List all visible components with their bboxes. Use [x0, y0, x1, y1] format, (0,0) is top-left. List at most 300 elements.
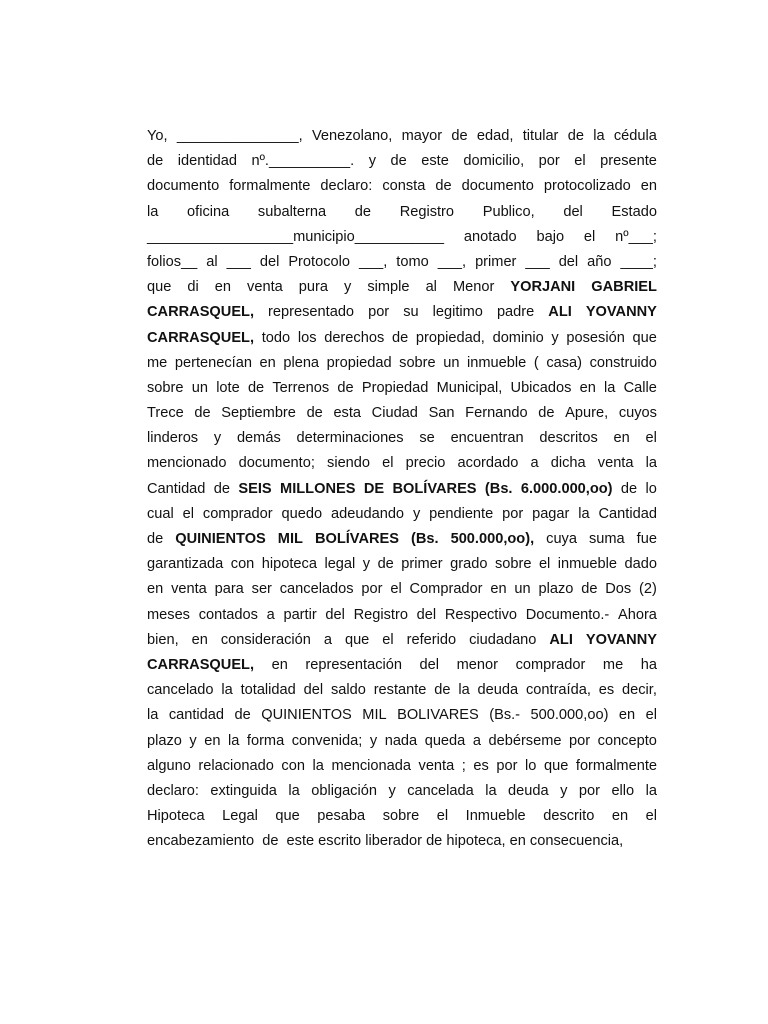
word: Dos: [605, 581, 632, 598]
word: a: [266, 606, 275, 623]
word: ;: [461, 757, 466, 774]
word: relacionado: [198, 757, 274, 774]
word: bajo: [536, 228, 565, 245]
word: en: [271, 656, 288, 673]
word: por: [538, 153, 560, 170]
document-line: [147, 477, 657, 502]
word: en: [611, 808, 629, 825]
bold-word: YOVANNY: [585, 304, 657, 321]
word: esta: [333, 405, 362, 422]
word: garantizada: [147, 556, 224, 573]
word: dado: [624, 556, 657, 573]
word: el: [182, 505, 195, 522]
word: del: [325, 606, 345, 623]
word: de: [435, 178, 452, 195]
word: menor: [456, 656, 498, 673]
document-line: [147, 124, 657, 149]
document-line: [147, 829, 657, 854]
word: que: [632, 329, 657, 346]
word: (: [533, 354, 539, 371]
word: ello: [611, 782, 635, 799]
word: de: [620, 480, 638, 497]
document-line: [147, 300, 657, 325]
word: del: [259, 253, 280, 270]
word: por: [368, 304, 390, 321]
word: ___,: [358, 253, 388, 270]
word: nº___;: [615, 228, 657, 245]
word: la: [593, 128, 605, 144]
word: Propiedad: [361, 379, 429, 396]
word: debérseme: [488, 732, 562, 749]
document-line: [147, 351, 657, 376]
document-line: [147, 376, 657, 401]
word: fue: [636, 531, 657, 547]
document-line: [147, 754, 657, 779]
word: subalterna: [257, 203, 327, 220]
bold-word: ALI: [548, 304, 572, 321]
bold-word: CARRASQUEL,: [147, 304, 255, 321]
word: _______________,: [176, 128, 303, 144]
word: referido: [406, 631, 457, 648]
word: descritos: [539, 430, 598, 447]
word: declaro:: [147, 782, 199, 799]
word: Cantidad: [147, 480, 206, 497]
word: y: [412, 505, 421, 522]
word: este: [421, 153, 449, 170]
word: restante: [373, 682, 427, 699]
document-line: [147, 653, 657, 678]
word: padre: [496, 304, 535, 321]
word: que: [543, 757, 569, 774]
word: de: [538, 405, 555, 422]
word: venta: [597, 455, 634, 472]
word: un: [443, 354, 460, 371]
bold-word: (Bs.: [484, 480, 513, 497]
word: Trece: [147, 405, 184, 422]
document-line: [147, 577, 657, 602]
word: venta: [247, 279, 283, 296]
word: la: [147, 203, 159, 220]
word: documento;: [238, 455, 315, 472]
word: cancelada: [407, 782, 474, 799]
word: deuda: [477, 682, 519, 699]
document-line: [147, 603, 657, 628]
word: meses: [147, 606, 190, 623]
word: declaro:: [320, 178, 373, 195]
word: y: [344, 279, 352, 296]
document-line: [147, 678, 657, 703]
word: se: [419, 430, 435, 447]
word: mencionado: [147, 455, 227, 472]
word: Municipal,: [436, 379, 503, 396]
word: el: [645, 808, 657, 825]
word: de: [194, 405, 211, 422]
bold-word: SEIS: [238, 480, 272, 497]
word: es: [473, 757, 489, 774]
word: me: [147, 354, 168, 371]
word: edad,: [476, 128, 514, 144]
word: de: [147, 531, 164, 547]
bold-word: QUINIENTOS: [175, 531, 266, 547]
word: la: [147, 707, 159, 724]
word: determinaciones: [296, 430, 404, 447]
word: mayor: [401, 128, 443, 144]
word: en: [214, 279, 232, 296]
word: MIL: [362, 707, 387, 724]
word: el: [583, 228, 596, 245]
word: decir,: [622, 682, 657, 699]
word: forma: [246, 732, 285, 749]
word: por: [496, 757, 518, 774]
document-line: [147, 729, 657, 754]
word: sobre: [147, 379, 184, 396]
word: grado: [450, 556, 488, 573]
word: pura: [298, 279, 328, 296]
word: ser: [251, 581, 272, 598]
word: obligación: [311, 782, 377, 799]
word: del: [416, 606, 437, 623]
word: hipoteca: [261, 556, 317, 573]
word: la: [645, 455, 657, 472]
document-line: [147, 250, 657, 275]
word: cédula: [613, 128, 657, 144]
word: y: [362, 556, 371, 573]
bold-word: MIL: [277, 531, 303, 547]
word: identidad: [177, 153, 237, 170]
word: de: [213, 480, 231, 497]
word: a: [323, 631, 332, 648]
word: en: [259, 354, 276, 371]
word: Calle: [623, 379, 657, 396]
word: contraída,: [525, 682, 591, 699]
word: todo: [261, 329, 291, 346]
word: el: [574, 153, 586, 170]
word: legitimo: [432, 304, 483, 321]
word: Venezolano,: [311, 128, 393, 144]
word: tomo: [396, 253, 429, 270]
document-line: [147, 703, 657, 728]
bold-word: GABRIEL: [591, 279, 657, 296]
document-line: [147, 275, 657, 300]
word: y: [369, 732, 378, 749]
document-line: [147, 225, 657, 250]
word: del: [303, 682, 324, 699]
word: BOLIVARES: [397, 707, 479, 724]
word: de: [390, 153, 407, 170]
word: propiedad,: [415, 329, 485, 346]
word: sobre: [399, 354, 436, 371]
word: es: [598, 682, 615, 699]
word: consideración: [220, 631, 311, 648]
document-line: [147, 779, 657, 804]
word: pagar: [532, 505, 570, 522]
word: formalmente: [229, 178, 311, 195]
word: Registro: [399, 203, 455, 220]
word: posesión: [566, 329, 625, 346]
word: de: [434, 682, 451, 699]
word: un: [514, 581, 531, 598]
word: ____;: [620, 253, 657, 270]
word: plazo: [147, 732, 182, 749]
word: plazo: [538, 581, 574, 598]
word: y: [189, 732, 197, 749]
word: sobre: [494, 556, 532, 573]
word: formalmente: [575, 757, 657, 774]
word: cancelado: [147, 682, 214, 699]
word: cual: [147, 505, 174, 522]
word: siendo: [327, 455, 371, 472]
word: documento: [461, 178, 534, 195]
word: primer: [401, 556, 443, 573]
word: Fernando: [465, 405, 528, 422]
word: la: [578, 505, 590, 522]
bold-word: MILLONES: [280, 480, 356, 497]
word: la: [221, 682, 233, 699]
word: casa): [546, 354, 582, 371]
word: encabezamiento de este escrito liberador de hipoteca, en consecuencia,: [147, 833, 624, 850]
word: cuyos: [618, 405, 657, 422]
word: con: [281, 757, 305, 774]
word: de: [234, 707, 251, 724]
word: alguno: [147, 757, 191, 774]
word: y: [551, 329, 559, 346]
word: la: [312, 757, 324, 774]
word: pertenecían: [174, 354, 252, 371]
word: del: [563, 203, 583, 220]
bold-word: (Bs.: [411, 531, 439, 547]
word: año: [587, 253, 612, 270]
word: San: [428, 405, 455, 422]
word: Terrenos: [272, 379, 330, 396]
word: precio: [405, 455, 446, 472]
word: acordado: [457, 455, 519, 472]
word: primer: [475, 253, 517, 270]
word: en: [191, 631, 208, 648]
word: Septiembre: [221, 405, 296, 422]
word: derechos: [324, 329, 385, 346]
bold-word: 500.000,oo),: [450, 531, 535, 547]
word: oficina: [187, 203, 230, 220]
bold-word: CARRASQUEL,: [147, 656, 255, 673]
word: del: [419, 656, 440, 673]
word: representación: [305, 656, 402, 673]
word: Yo,: [147, 128, 168, 144]
word: inmueble: [467, 354, 527, 371]
word: de: [354, 203, 371, 220]
word: inmueble: [557, 556, 618, 573]
word: QUINIENTOS: [261, 707, 352, 724]
word: cuya: [546, 531, 577, 547]
word: que: [147, 279, 172, 296]
word: totalidad: [240, 682, 296, 699]
word: en: [204, 732, 221, 749]
word: los: [297, 329, 317, 346]
word: la: [228, 732, 240, 749]
word: ___: [226, 253, 251, 270]
word: Comprador: [409, 581, 483, 598]
word: en: [579, 379, 596, 396]
word: presente: [600, 153, 657, 170]
bold-word: CARRASQUEL,: [147, 329, 255, 346]
word: al: [425, 279, 437, 296]
word: y: [388, 782, 396, 799]
document-line: [147, 502, 657, 527]
bold-word: YORJANI: [510, 279, 576, 296]
word: cantidad: [168, 707, 225, 724]
word: el: [382, 455, 394, 472]
word: comprador: [202, 505, 273, 522]
word: saldo: [330, 682, 366, 699]
word: a: [530, 455, 539, 472]
word: Cantidad: [598, 505, 657, 522]
word: la: [458, 682, 470, 699]
word: suma: [588, 531, 625, 547]
document-line: [147, 628, 657, 653]
document-line: [147, 326, 657, 351]
word: Hipoteca: [147, 808, 205, 825]
word: documento: [147, 178, 220, 195]
document-line: [147, 451, 657, 476]
bold-word: BOLÍVARES: [314, 531, 399, 547]
bold-word: BOLÍVARES: [392, 480, 477, 497]
word: titular: [522, 128, 559, 144]
word: domicilio,: [463, 153, 525, 170]
word: demás: [236, 430, 281, 447]
word: convenida;: [291, 732, 363, 749]
word: de: [337, 379, 354, 396]
word: de: [147, 153, 164, 170]
document-line: [147, 401, 657, 426]
document-line: [147, 804, 657, 829]
word: de: [247, 379, 265, 396]
word: la: [288, 782, 300, 799]
word: simple: [367, 279, 410, 296]
word: comprador: [515, 656, 586, 673]
word: __________________municipio___________: [147, 228, 445, 245]
word: que: [344, 631, 370, 648]
word: el: [382, 631, 394, 648]
word: de: [567, 128, 584, 144]
word: la: [485, 782, 497, 799]
word: folios__: [147, 253, 198, 270]
word: Protocolo: [288, 253, 350, 270]
word: el: [645, 707, 657, 724]
word: cancelados: [279, 581, 354, 598]
word: partir: [283, 606, 317, 623]
word: el: [390, 581, 402, 598]
word: y: [368, 153, 377, 170]
word: dicha: [550, 455, 586, 472]
word: del: [558, 253, 579, 270]
word: de: [581, 581, 598, 598]
word: con: [230, 556, 255, 573]
word: Publico,: [482, 203, 535, 220]
word: propiedad: [326, 354, 392, 371]
bold-word: 6.000.000,oo): [520, 480, 613, 497]
word: di: [187, 279, 199, 296]
word: encuentran: [450, 430, 524, 447]
word: y: [560, 782, 568, 799]
word: Ciudad: [371, 405, 418, 422]
word: Ahora: [617, 606, 657, 623]
word: lo: [645, 480, 657, 497]
word: Apure,: [565, 405, 609, 422]
word: representado: [268, 304, 355, 321]
word: consta: [382, 178, 426, 195]
document-line: [147, 527, 657, 552]
word: la: [645, 782, 657, 799]
bold-word: DE: [363, 480, 385, 497]
document-line: [147, 200, 657, 225]
word: nº.__________.: [251, 153, 355, 170]
word: por: [578, 782, 600, 799]
word: Respectivo: [444, 606, 518, 623]
word: de: [451, 128, 468, 144]
word: la: [604, 379, 616, 396]
word: adeudando: [331, 505, 405, 522]
word: venta: [171, 581, 207, 598]
word: el: [538, 556, 551, 573]
word: ___: [525, 253, 550, 270]
word: nada: [384, 732, 418, 749]
document-line: [147, 552, 657, 577]
word: por: [502, 505, 524, 522]
word: lo: [525, 757, 537, 774]
word: plena: [283, 354, 320, 371]
word: para: [214, 581, 244, 598]
word: un: [191, 379, 208, 396]
word: deuda: [508, 782, 549, 799]
word: (Bs.-: [489, 707, 521, 724]
word: y: [213, 430, 222, 447]
word: sobre: [382, 808, 420, 825]
word: ciudadano: [469, 631, 537, 648]
word: Legal: [222, 808, 258, 825]
word: en: [613, 430, 630, 447]
word: descrito: [543, 808, 595, 825]
word: pesaba: [317, 808, 366, 825]
word: concepto: [597, 732, 657, 749]
word: queda: [424, 732, 466, 749]
word: Registro: [353, 606, 408, 623]
document-body: [147, 124, 657, 854]
bold-word: ALI: [549, 631, 573, 648]
word: me: [602, 656, 624, 673]
word: en: [147, 581, 164, 598]
word: en: [490, 581, 507, 598]
word: lote: [216, 379, 240, 396]
word: Menor: [452, 279, 495, 296]
word: bien,: [147, 631, 179, 648]
word: (2): [639, 581, 657, 598]
word: por: [569, 732, 591, 749]
document-line: [147, 149, 657, 174]
word: quedo: [281, 505, 323, 522]
word: Documento.-: [525, 606, 610, 623]
word: legal: [324, 556, 356, 573]
word: contados: [198, 606, 258, 623]
word: en: [640, 178, 657, 195]
word: linderos: [147, 430, 199, 447]
document-line: [147, 426, 657, 451]
word: el: [645, 430, 657, 447]
word: venta: [418, 757, 455, 774]
word: ha: [640, 656, 657, 673]
word: su: [403, 304, 419, 321]
word: de: [391, 329, 409, 346]
word: anotado: [463, 228, 517, 245]
word: en: [618, 707, 636, 724]
